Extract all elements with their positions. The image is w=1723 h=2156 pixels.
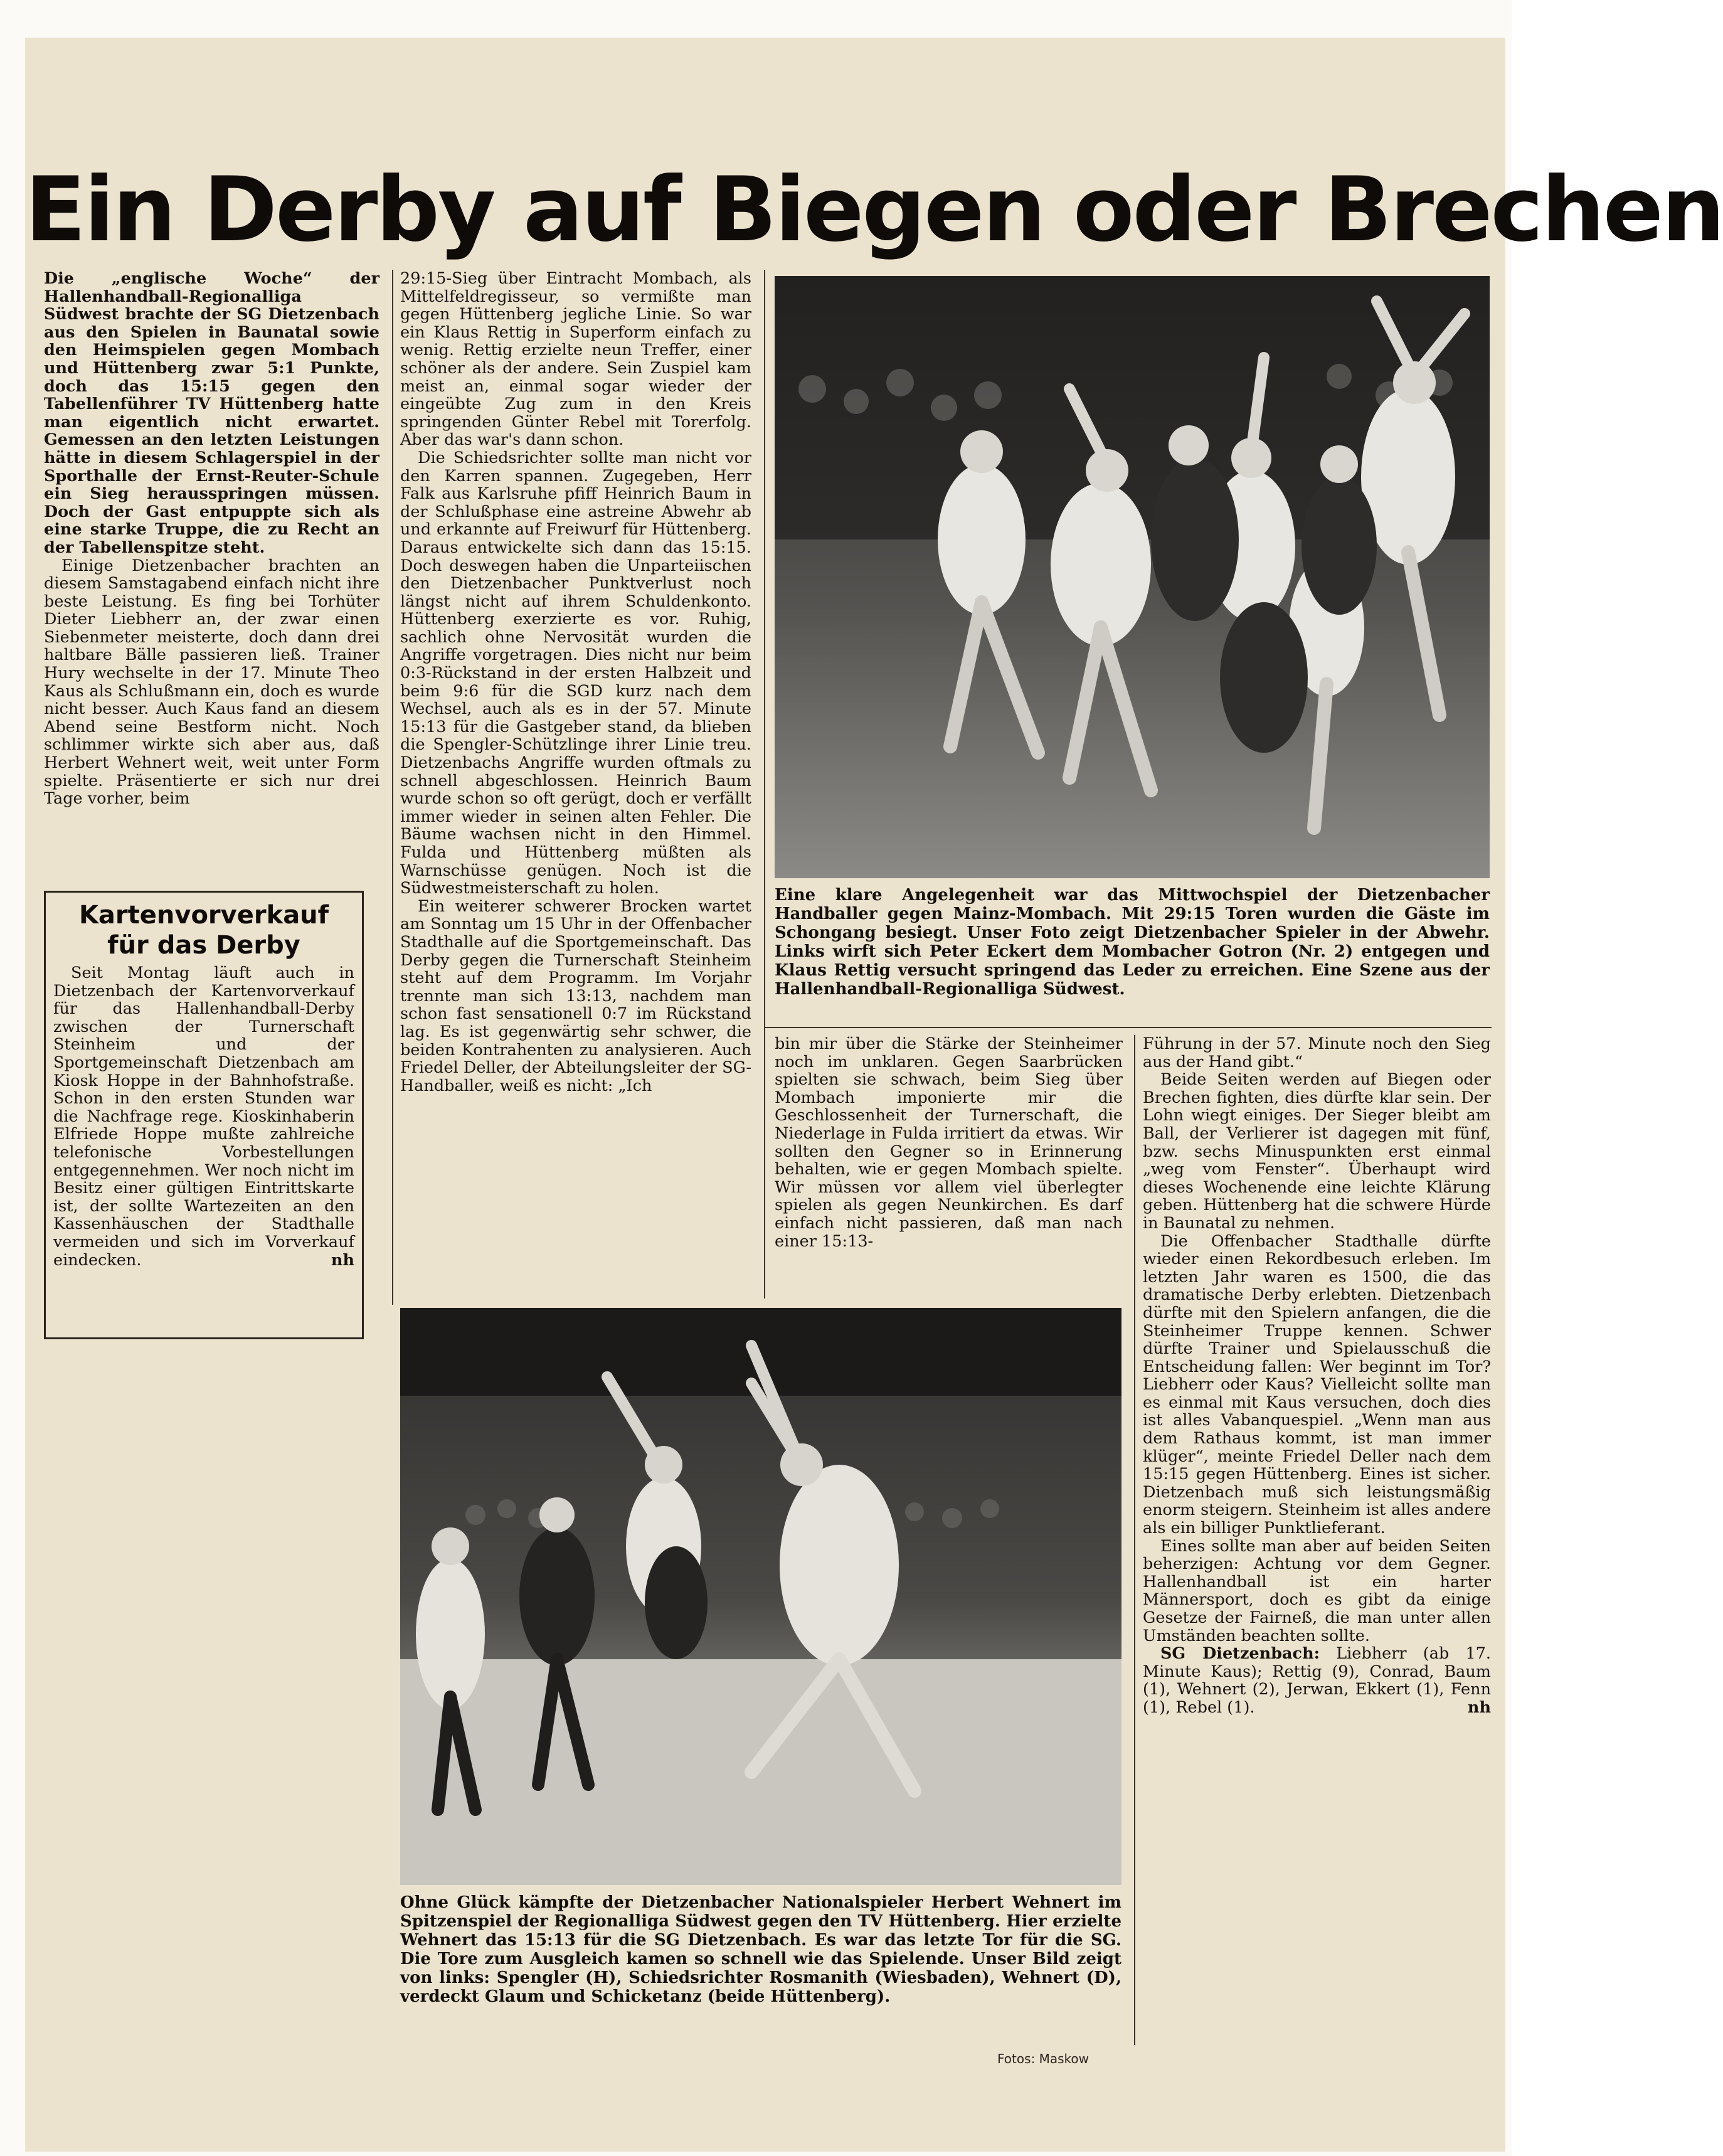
photo-handball-defense: [775, 276, 1490, 878]
lineup: SG Dietzenbach: Liebherr (ab 17. Minute Kaus); Rettig (9), Conrad, Baum (1), Wehnert (2), Jerwan, Ekkert (1), Fenn (1), Rebel (1). nh: [1143, 1644, 1492, 1717]
photo-caption-1: Eine klare Angelegenheit war das Mittwochspiel der Dietzenbacher Handballer gegen Mainz-Mombach. Mit 29:15 Toren wurden die Gäste im Schongang besiegt. Unser Foto zeigt Dietzenbacher Spieler in der Abwehr. Links wirft sich Peter Eckert dem Mombacher Gotron (Nr. 2) entgegen und Klaus Rettig versucht springend das Leder zu erreichen. Eine Szene aus der Hallenhandball-Regionalliga Südwest.: [775, 886, 1490, 999]
paragraph: bin mir über die Stärke der Steinheimer noch im unklaren. Gegen Saarbrücken spielten sie schwach, beim Sieg über Mombach imponierte mir die Geschlossenheit der Turnerschaft, die Niederlage in Fulda irritiert da etwas. Wir sollten den Gegner so in Erinnerung behalten, wie er gegen Mombach spielte. Wir müssen vor allem viel überlegter spielen als gegen Neunkirchen. Es darf einfach nicht passieren, daß man nach einer 15:13-: [775, 1034, 1123, 1251]
photo-credit: Fotos: Maskow: [997, 2051, 1089, 2066]
author-signature: nh: [1467, 1697, 1491, 1717]
caption-rule: [764, 1027, 1492, 1028]
paragraph: Eines sollte man aber auf beiden Seiten beherzigen: Achtung vor dem Gegner. Hallenhandball ist ein harter Männersport, doch es gibt da einige Gesetze der Fairneß, die man unter allen Umständen beachten sollte.: [1143, 1536, 1491, 1645]
ticket-sales-box: [44, 891, 364, 1339]
photo-image: [400, 1308, 1121, 1885]
paragraph: Die Schiedsrichter sollte man nicht vor den Karren spannen. Zugegeben, Herr Falk aus Karlsruhe pfiff Heinrich Baum in der Schlußphase eine astreine Abwehr ab und erkannte auf Freiwurf für Hüttenberg. Daraus entwickelte sich dann das 15:15. Doch deswegen haben die Unparteiischen den Dietzenbacher Punktverlust noch längst nicht auf ihrem Schuldenkonto. Hüttenberg exerzierte es vor. Ruhig, sachlich ohne Nervosität wurden die Angriffe vorgetragen. Dies nicht nur beim 0:3-Rückstand in der ersten Halbzeit und beim 9:6 für die SGD kurz nach dem Wechsel, auch als es in der 57. Minute 15:13 für die Gastgeber stand, da blieben die Spengler-Schützlinge ihrer Linie treu. Dietzenbachs Angriffe wurden oftmals zu schnell abgeschlossen. Heinrich Baum wurde schon so oft gerügt, doch er verfällt immer wieder in seinen alten Fehler. Die Bäume wachsen nicht in den Himmel. Fulda und Hüttenberg müßten als Warnschüsse genügen. Noch ist die Südwestmeisterschaft zu holen.: [400, 448, 751, 898]
article-column-2: [400, 270, 751, 1095]
author-signature: nh: [331, 1250, 354, 1270]
headline: Ein Derby auf Biegen oder Brechen: [25, 158, 1723, 262]
paragraph: Ein weiterer schwerer Brocken wartet am Sonntag um 15 Uhr in der Offenbacher Stadthalle auf die Sportgemeinschaft. Das Derby gegen die Turnerschaft Steinheim steht auf dem Programm. Im Vorjahr trennte man sich 13:13, nachdem man schon fast sensationell 0:7 im Rückstand lag. Es ist gegenwärtig sehr schwer, die beiden Kontrahenten zu analysieren. Auch Friedel Deller, der Abteilungsleiter der SG-Handballer, weiß es nicht: „Ich: [400, 896, 751, 1095]
column-rule: [392, 270, 393, 1305]
paragraph: 29:15-Sieg über Eintracht Mombach, als Mittelfeldregisseur, so vermißte man gegen Hüttenberg jegliche Linie. So war ein Klaus Rettig in Superform einfach zu wenig. Rettig erzielte neun Treffer, einer schöner als der andere. Sein Zuspiel kam meist an, einmal sogar wieder der eingeübte Zug zum in den Kreis springenden Günter Rebel mit Torerfolg. Aber das war's dann schon.: [400, 269, 751, 450]
box-body: Seit Montag läuft auch in Dietzenbach der Kartenvorverkauf für das Hallenhandball-Derby zwischen der Turnerschaft Steinheim und der Sportgemeinschaft Dietzenbach am Kiosk Hoppe in der Bahnhofstraße. Schon in den ersten Stunden war die Nachfrage rege. Kioskinhaberin Elfriede Hoppe mußte zahlreiche telefonische Vorbestellungen entgegennehmen. Wer noch nicht im Besitz einer gültigen Eintrittskarte ist, der sollte Wartezeiten an den Kassenhäuschen der Stadthalle vermeiden und sich im Vorverkauf eindecken. nh: [53, 964, 354, 1270]
article-column-3: [775, 1035, 1123, 1250]
article-column-4: [1143, 1035, 1491, 1717]
article-column-1: [44, 270, 379, 808]
box-title: Kartenvorverkauf für das Derby: [78, 901, 329, 960]
photo-image: [775, 276, 1490, 878]
photo-caption-2: Ohne Glück kämpfte der Dietzenbacher Nationalspieler Herbert Wehnert im Spitzenspiel der Regionalliga Südwest gegen den TV Hüttenberg. Hier erzielte Wehnert das 15:13 für die SG Dietzenbach. Es war das letzte Tor für die SG. Die Tore zum Ausgleich kamen so schnell wie das Spielende. Unser Bild zeigt von links: Spengler (H), Schiedsrichter Rosmanith (Wiesbaden), Wehnert (D), verdeckt Glaum und Schicketanz (beide Hüttenberg).: [400, 1893, 1121, 2006]
column-rule: [1134, 1035, 1135, 2045]
photo-wehnert-shot: [400, 1308, 1121, 1885]
paragraph: Beide Seiten werden auf Biegen oder Brechen fighten, dies dürfte klar sein. Der Lohn wiegt einiges. Der Sieger bleibt am Ball, der Verlierer ist dagegen mit fünf, bzw. sechs Minuspunkten erst einmal „weg vom Fenster“. Überhaupt wird dieses Wochenende eine leichte Klärung geben. Hüttenberg hat die schwere Hürde in Baunatal zu nehmen.: [1143, 1070, 1491, 1233]
paragraph: Einige Dietzenbacher brachten an diesem Samstagabend einfach nicht ihre beste Leistung. Es fing bei Torhüter Dieter Liebherr an, der zwar einen Siebenmeter meisterte, doch dann drei haltbare Bälle passieren ließ. Trainer Hury wechselte in der 17. Minute Theo Kaus als Schlußmann ein, doch es wurde nicht besser. Auch Kaus fand an diesem Abend seine Bestform nicht. Noch schlimmer wirkte sich aber aus, daß Herbert Wehnert weit, weit unter Form spielte. Präsentierte er sich nur drei Tage vorher, beim: [44, 556, 379, 809]
lead-paragraph: Die „englische Woche“ der Hallenhandball-Regionalliga Südwest brachte der SG Dietzenbach aus den Spielen in Baunatal sowie den Heimspielen gegen Mombach und Hüttenberg zwar 5:1 Punkte, doch das 15:15 gegen den Tabellenführer TV Hüttenberg hatte man eigentlich nicht erwartet. Gemessen an den letzten Leistungen hätte in diesem Schlagerspiel in der Sporthalle der Ernst-Reuter-Schule ein Sieg herausspringen müssen. Doch der Gast entpuppte sich als eine starke Truppe, die zu Recht an der Tabellenspitze steht.: [44, 269, 379, 557]
column-rule: [764, 270, 765, 1298]
paragraph: Die Offenbacher Stadthalle dürfte wieder einen Rekordbesuch erleben. Im letzten Jahr waren es 1500, die das dramatische Derby erlebten. Dietzenbach dürfte mit den Spielern anfangen, die die Steinheimer Truppe kennen. Schwer dürfte Trainer und Spielausschuß die Entscheidung fallen: Wer beginnt im Tor? Liebherr oder Kaus? Vielleicht sollte man es einmal mit Kaus versuchen, doch dies ist alles Vabanquespiel. „Wenn man aus dem Rathaus kommt, ist man immer klüger“, meinte Friedel Deller nach dem 15:15 gegen Hüttenberg. Eines ist sicher. Dietzenbach muß sich leistungsmäßig enorm steigern. Steinheim ist alles andere als ein billiger Punktlieferant.: [1143, 1231, 1491, 1538]
paragraph: Führung in der 57. Minute noch den Sieg aus der Hand gibt.“: [1143, 1034, 1491, 1071]
